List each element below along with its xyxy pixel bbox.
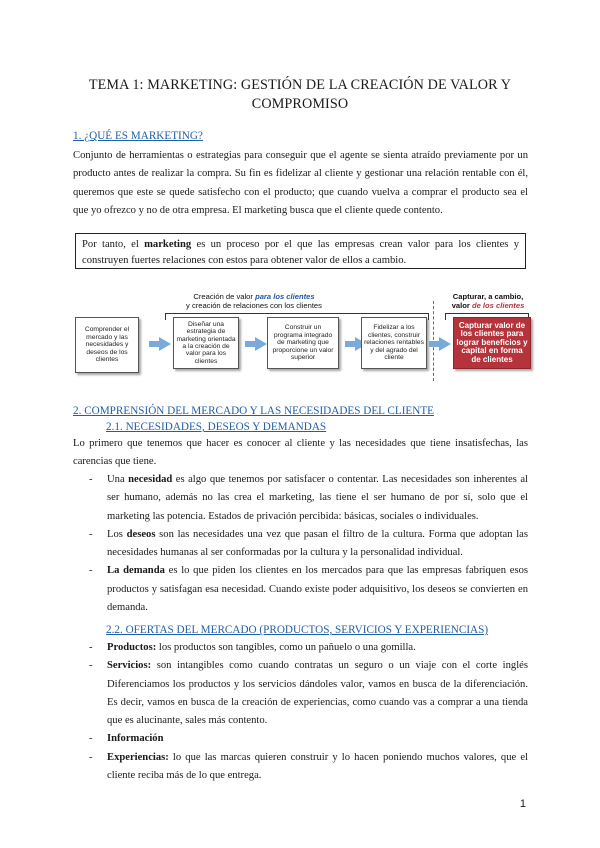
diagram-heading-right-pre: valor	[451, 300, 472, 310]
marketing-process-diagram	[73, 293, 529, 383]
list-item: - Experiencias: lo que las marcas quieren construir y lo hacen poniendo muchos valores, que el cliente reciba más de lo que entrega.	[89, 751, 528, 782]
definition-term: marketing	[144, 239, 192, 250]
item-text: son las necesidades una vez que pasan el filtro de la cultura. Forma que adoptan las necesidades humanas al ser conformadas por la cultura y la personalidad individual.	[107, 528, 529, 559]
section-2-intro: Lo primero que tenemos que hacer es conocer al cliente y las necesidades que tiene insatisfechas, las carencias que tiene.	[73, 438, 528, 468]
definition-box	[75, 233, 526, 269]
diagram-arrow-2	[255, 337, 267, 351]
section-1-heading: 1. ¿QUÉ ES MARKETING?	[73, 130, 203, 142]
diagram-heading-capture-value	[445, 293, 531, 310]
diagram-step-build-program: Construir un programa integrado de marketing que proporcione un valor superior	[267, 317, 339, 369]
diagram-heading-right-em: de los clientes	[471, 300, 525, 310]
title-line-1: TEMA 1: MARKETING: GESTIÓN DE LA CREACIÓN DE VALOR Y	[88, 77, 512, 93]
list-item: - La demanda es lo que piden los clientes en los mercados para que las empresas fabriquen esos productos y satisfagan esa necesidad. Cuando existe poder adquisitivo, los deseos se convierten en demanda.	[89, 565, 529, 614]
offers-list	[73, 639, 528, 785]
diagram-step-understand: Comprender el mercado y las necesidades y deseos de los clientes	[75, 317, 139, 373]
list-item: - Productos: los productos son tangibles, como un pañuelo o una gomilla.	[89, 642, 416, 653]
item-term: deseos	[126, 528, 156, 540]
item-pre: Una	[107, 474, 129, 485]
list-item: - Información	[89, 733, 164, 745]
diagram-arrow-1	[159, 337, 171, 351]
offer-term: Productos:	[107, 642, 157, 653]
page-title	[60, 76, 540, 114]
needs-list	[73, 471, 528, 617]
offer-text: son intangibles como cuando contratas un seguro o un viaje con el corte inglés Diferenciamos los productos y los servicios dándoles valor, vamos en busca de la diferenciación. Es decir, vamos en busca de la creación de experiencias, como cuando vas a comprar a una tienda que es alucinante, sales más contento.	[107, 660, 528, 727]
section-2-2-heading: 2.2. OFERTAS DEL MERCADO (PRODUCTOS, SERVICIOS Y EXPERIENCIAS)	[106, 624, 489, 636]
item-term: La demanda	[107, 565, 165, 577]
section-1-paragraph: Conjunto de herramientas o estrategias para conseguir que el agente se sienta atraído previamente por un producto antes de realizar la compra. Su fin es fidelizar al cliente y gestionar una relación rentable con él, queremos que este se quede satisfecho con el producto; que cuando vuelva a comprar el producto sea el que yo ofrezco y no de otra empresa. El marketing busca que el cliente quede contento.	[73, 150, 528, 216]
section-2-1-heading: 2.1. NECESIDADES, DESEOS Y DEMANDAS	[106, 421, 327, 433]
diagram-step-build-relationships: Fidelizar a los clientes, construir relaciones rentables y del agrado del cliente	[361, 317, 427, 369]
diagram-step-design-strategy: Diseñar una estrategia de marketing orientada a la creación de valor para los clientes	[173, 317, 239, 369]
item-pre: Los	[107, 528, 127, 540]
item-text: es algo que tenemos por satisfacer o contentar. Las necesidades son inherentes al ser humano, además no las crea el marketing, las tiene el ser humano de por sí, solo que el marketing las potencia. Estados de privación percibida: básicas, sociales o individuales.	[107, 474, 528, 522]
diagram-heading-left-line2: y creación de relaciones con los clientes	[186, 300, 322, 310]
diagram-arrow-4	[439, 337, 451, 351]
list-item: - Servicios: son intangibles como cuando contratas un seguro o un viaje con el corte inglés Diferenciamos los productos y los servicios dándoles valor, vamos en busca de la diferenciación. Es decir, vamos en busca de la creación de experiencias, como cuando vas a comprar a una tienda que es alucinante, sales más contento.	[89, 660, 528, 727]
definition-post: es un proceso por el que las empresas crean valor para los clientes y construyen fuertes relaciones con estos para obtener valor de ellos a cambio.	[82, 239, 519, 266]
diagram-heading-left-pre: Creación de valor	[193, 292, 256, 301]
diagram-heading-left-em: para los clientes	[255, 292, 315, 301]
offer-term: Experiencias:	[107, 751, 169, 763]
item-text: es lo que piden los clientes en los mercados para que las empresas fabriquen esos productos y satisfagan esa necesidad. Cuando existe poder adquisitivo, los deseos se convierten en demanda.	[107, 565, 529, 614]
page-number: 1	[519, 798, 526, 810]
offer-term: Servicios:	[107, 660, 152, 672]
definition-pre: Por tanto, el	[82, 239, 145, 250]
diagram-heading-right-line1: Capturar, a cambio,	[452, 292, 524, 301]
list-item: - Una necesidad es algo que tenemos por satisfacer o contentar. Las necesidades son inherentes al ser humano, además no las crea el marketing, las tiene el ser humano de por sí, solo que el marketing las potencia. Estados de privación percibida: básicas, sociales o individuales.	[89, 474, 528, 522]
offer-text: lo que las marcas quieren construir y lo hacen poniendo muchos valores, que el cliente reciba más de lo que entrega.	[107, 751, 528, 782]
item-term: necesidad	[128, 474, 173, 485]
offer-term: Información	[107, 733, 164, 745]
section-2-heading: 2. COMPRENSIÓN DEL MERCADO Y LAS NECESIDADES DEL CLIENTE	[73, 405, 434, 417]
offer-text: los productos son tangibles, como un pañuelo o una gomilla.	[156, 642, 416, 653]
diagram-heading-create-value	[169, 293, 339, 310]
diagram-step-capture-value: Capturar valor de los clientes para lograr beneficios y capital en forma de clientes	[453, 317, 531, 369]
title-line-2: COMPROMISO	[251, 96, 349, 112]
list-item: - Los deseos son las necesidades una vez que pasan el filtro de la cultura. Forma que adoptan las necesidades humanas al ser conformadas por la cultura y la personalidad individual.	[89, 528, 529, 559]
